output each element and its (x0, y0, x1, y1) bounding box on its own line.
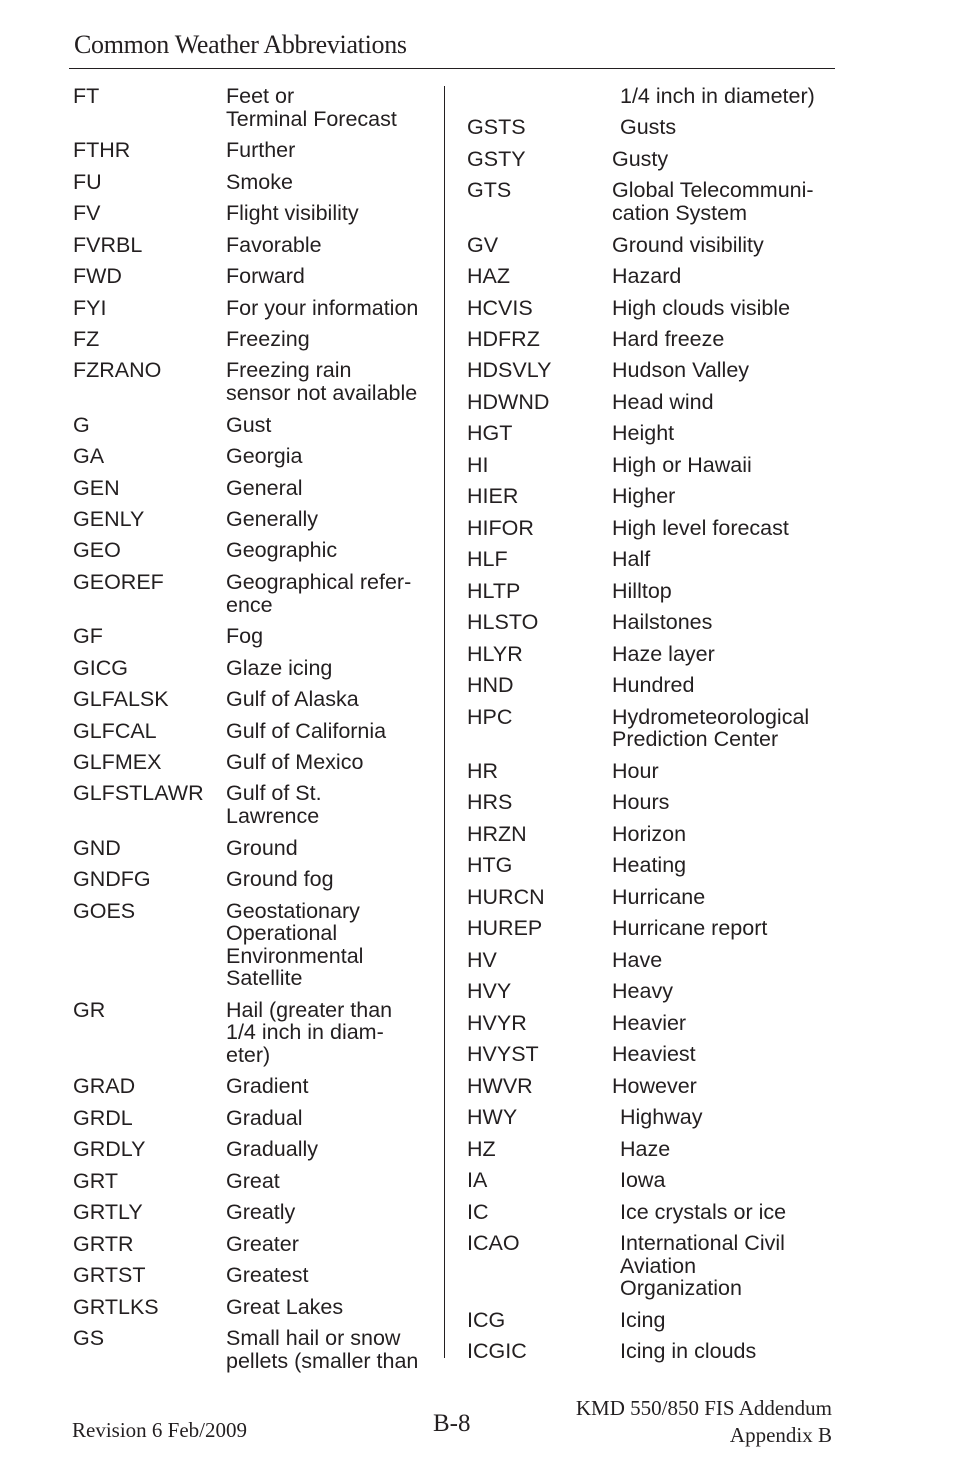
document-title-line: KMD 550/850 FIS Addendum (575, 1396, 832, 1420)
abbreviation-code: GNDFG (73, 867, 151, 892)
abbreviation-definition: Great (226, 1168, 280, 1193)
abbreviation-code: GOES (73, 898, 136, 923)
abbreviation-entry (73, 999, 439, 1076)
abbreviation-definition: Gulf of California (226, 718, 387, 743)
abbreviation-definition: Half (612, 547, 651, 572)
abbreviation-entry (467, 148, 837, 179)
abbreviation-entry (73, 1075, 439, 1106)
abbreviation-code: HPC (467, 704, 513, 729)
abbreviation-code: GICG (73, 655, 128, 680)
abbreviation-code: GV (467, 232, 499, 257)
abbreviation-entry (467, 116, 837, 147)
abbreviation-definition: Hilltop (612, 578, 672, 603)
abbreviation-definition: Hurricane (612, 884, 706, 909)
abbreviation-entry (467, 823, 837, 854)
abbreviation-definition: Heating (612, 853, 687, 878)
abbreviation-code: GRTLY (73, 1200, 143, 1225)
abbreviation-definition: Hazard (612, 264, 682, 289)
abbreviation-entry (467, 1075, 837, 1106)
abbreviation-code: IA (467, 1168, 488, 1193)
abbreviation-definition: Geostationary Operational Environmental Satellite (226, 898, 364, 991)
abbreviation-definition: Gulf of St. Lawrence (226, 781, 322, 829)
abbreviation-entry (467, 422, 837, 453)
right-column (467, 85, 837, 1372)
abbreviation-definition: Gradual (226, 1105, 303, 1130)
abbreviation-code: GSTS (467, 115, 526, 140)
abbreviation-definition: Fog (226, 624, 264, 649)
abbreviation-definition: Haze (620, 1136, 671, 1161)
abbreviation-code: GLFALSK (73, 687, 169, 712)
abbreviation-entry (467, 234, 837, 265)
abbreviation-definition: Hard freeze (612, 326, 725, 351)
abbreviation-definition: Geographical refer- ence (226, 569, 412, 617)
abbreviation-definition: Great Lakes (226, 1294, 344, 1319)
abbreviation-definition: Have (612, 947, 663, 972)
abbreviation-definition: Hours (612, 790, 670, 815)
abbreviation-entry (467, 1043, 837, 1074)
abbreviation-definition: Gusts (620, 115, 677, 140)
abbreviation-definition: General (226, 475, 303, 500)
abbreviation-entry (467, 548, 837, 579)
abbreviation-code: GRTST (73, 1263, 146, 1288)
abbreviation-entry (467, 791, 837, 822)
abbreviation-code: GRDLY (73, 1137, 146, 1162)
abbreviation-code: HVYR (467, 1010, 527, 1035)
abbreviation-definition: Favorable (226, 232, 322, 257)
abbreviation-code: FZRANO (73, 358, 162, 383)
abbreviation-definition: Hail (greater than 1/4 inch in diam- eter) (226, 997, 393, 1067)
abbreviation-definition: Georgia (226, 444, 303, 469)
abbreviation-entry (73, 234, 439, 265)
abbreviation-entry (73, 139, 439, 170)
column-divider (444, 86, 445, 1358)
abbreviation-entry (73, 539, 439, 570)
abbreviation-entry (467, 1232, 837, 1309)
abbreviation-entry (467, 949, 837, 980)
abbreviation-definition: Height (612, 421, 675, 446)
left-column (73, 85, 439, 1381)
abbreviation-definition: Hurricane report (612, 916, 768, 941)
abbreviation-code: GLFSTLAWR (73, 781, 204, 806)
abbreviation-entry (467, 580, 837, 611)
abbreviation-entry (73, 414, 439, 445)
abbreviation-code: FTHR (73, 138, 131, 163)
abbreviation-entry (467, 1138, 837, 1169)
abbreviation-code: HWY (467, 1105, 518, 1130)
abbreviation-entry (467, 1340, 837, 1371)
abbreviation-entry (73, 445, 439, 476)
abbreviation-definition: Freezing (226, 326, 310, 351)
abbreviation-code: HND (467, 673, 514, 698)
abbreviation-code: HURCN (467, 884, 545, 909)
abbreviation-entry (73, 571, 439, 625)
abbreviation-entry (467, 674, 837, 705)
abbreviation-code: GRDL (73, 1105, 133, 1130)
abbreviation-definition: Icing (620, 1307, 666, 1332)
abbreviation-code: GND (73, 835, 121, 860)
abbreviation-entry (73, 1107, 439, 1138)
abbreviation-definition: International Civil Aviation Organization (620, 1231, 785, 1301)
abbreviation-entry (73, 720, 439, 751)
abbreviation-definition: Higher (612, 484, 676, 509)
abbreviation-entry (467, 391, 837, 422)
abbreviation-entry (73, 171, 439, 202)
abbreviation-definition: High level forecast (612, 515, 789, 540)
revision-label: Revision 6 Feb/2009 (72, 1418, 248, 1442)
page-title: Common Weather Abbreviations (74, 30, 407, 59)
abbreviation-definition: Gusty (612, 146, 669, 171)
abbreviation-code: HLSTO (467, 610, 539, 635)
abbreviation-code: HRZN (467, 821, 527, 846)
abbreviation-entry (73, 508, 439, 539)
abbreviation-code: FZ (73, 326, 100, 351)
abbreviation-code: GRAD (73, 1074, 136, 1099)
abbreviation-code: HIFOR (467, 515, 534, 540)
abbreviation-definition: Gradient (226, 1074, 309, 1099)
abbreviation-definition: Hailstones (612, 610, 713, 635)
abbreviation-code: HDSVLY (467, 358, 552, 383)
abbreviation-entry (467, 980, 837, 1011)
abbreviation-code: GTS (467, 178, 512, 203)
abbreviation-entry (73, 297, 439, 328)
abbreviation-definition: Haze layer (612, 641, 715, 666)
abbreviation-definition: Ground visibility (612, 232, 764, 257)
abbreviation-code: HCVIS (467, 295, 533, 320)
abbreviation-definition: Heaviest (612, 1042, 696, 1067)
title-rule (69, 68, 835, 69)
abbreviation-code: HR (467, 758, 499, 783)
abbreviation-code: GEO (73, 538, 121, 563)
abbreviation-definition: Hundred (612, 673, 695, 698)
abbreviation-entry (467, 917, 837, 948)
abbreviation-definition: 1/4 inch in diameter) (620, 84, 815, 108)
abbreviation-entry (467, 328, 837, 359)
abbreviation-definition: Ground fog (226, 867, 334, 892)
abbreviation-entry (73, 900, 439, 999)
abbreviation-code: HZ (467, 1136, 496, 1161)
abbreviation-entry (467, 886, 837, 917)
abbreviation-code: ICAO (467, 1231, 520, 1256)
abbreviation-definition: Horizon (612, 821, 687, 846)
abbreviation-code: ICG (467, 1307, 506, 1332)
abbreviation-entry (73, 1327, 439, 1381)
abbreviation-entry (73, 1138, 439, 1169)
abbreviation-definition: Glaze icing (226, 655, 333, 680)
abbreviation-code: ICGIC (467, 1339, 527, 1364)
abbreviation-definition: Ground (226, 835, 298, 860)
abbreviation-code: HAZ (467, 264, 510, 289)
abbreviation-code: FVRBL (73, 232, 143, 257)
abbreviation-code: HGT (467, 421, 513, 446)
abbreviation-definition: High or Hawaii (612, 452, 752, 477)
abbreviation-definition: Gulf of Mexico (226, 749, 364, 774)
abbreviation-definition: Hour (612, 758, 659, 783)
abbreviation-entry (73, 868, 439, 899)
abbreviation-entry (73, 657, 439, 688)
abbreviation-definition: Greatly (226, 1200, 296, 1225)
abbreviation-definition: Geographic (226, 538, 338, 563)
abbreviation-definition: Heavy (612, 979, 673, 1004)
abbreviation-code (467, 85, 612, 108)
abbreviation-definition: Gust (226, 412, 272, 437)
abbreviation-code: HUREP (467, 916, 543, 941)
abbreviation-definition: Ice crystals or ice (620, 1199, 787, 1224)
abbreviation-definition: Icing in clouds (620, 1339, 757, 1364)
page-number: B-8 (433, 1410, 471, 1437)
abbreviation-code: GRT (73, 1168, 118, 1193)
abbreviation-definition: Iowa (620, 1168, 666, 1193)
abbreviation-entry (467, 85, 837, 116)
abbreviation-definition: Flight visibility (226, 201, 359, 226)
abbreviation-code: FV (73, 201, 101, 226)
abbreviation-entry (467, 1309, 837, 1340)
abbreviation-entry (73, 751, 439, 782)
abbreviation-entry (73, 328, 439, 359)
abbreviation-definition: High clouds visible (612, 295, 791, 320)
abbreviation-entry (467, 179, 837, 233)
abbreviation-code: HV (467, 947, 497, 972)
abbreviation-entry (467, 359, 837, 390)
abbreviation-entry (73, 837, 439, 868)
abbreviation-code: FT (73, 84, 100, 108)
abbreviation-definition: Hydrometeorological Prediction Center (612, 704, 810, 752)
abbreviation-entry (467, 1169, 837, 1200)
abbreviation-entry (73, 1264, 439, 1295)
abbreviation-definition: Greater (226, 1231, 299, 1256)
abbreviation-code: HVYST (467, 1042, 539, 1067)
abbreviation-definition: Small hail or snow pellets (smaller than (226, 1326, 419, 1373)
abbreviation-definition: Global Telecommuni- cation System (612, 178, 814, 226)
abbreviation-entry (467, 297, 837, 328)
abbreviation-entry (73, 1170, 439, 1201)
abbreviation-code: GA (73, 444, 105, 469)
abbreviation-code: HDWND (467, 389, 550, 414)
abbreviation-entry (73, 688, 439, 719)
abbreviation-definition: Head wind (612, 389, 714, 414)
abbreviation-definition: Highway (620, 1105, 703, 1130)
abbreviation-definition: Freezing rain sensor not available (226, 358, 418, 406)
abbreviation-code: IC (467, 1199, 489, 1224)
abbreviation-code: GLFCAL (73, 718, 157, 743)
abbreviation-definition: Generally (226, 507, 319, 531)
abbreviation-code: G (73, 412, 90, 437)
abbreviation-entry (73, 359, 439, 413)
abbreviation-code: GF (73, 624, 103, 649)
appendix-label: Appendix B (729, 1423, 832, 1447)
abbreviation-code: GEN (73, 475, 120, 500)
abbreviation-entry (467, 643, 837, 674)
abbreviation-definition: Gulf of Alaska (226, 687, 359, 712)
abbreviation-code: GRTLKS (73, 1294, 159, 1319)
abbreviation-entry (73, 265, 439, 296)
abbreviation-entry (467, 265, 837, 296)
abbreviation-code: FWD (73, 264, 122, 289)
abbreviation-code: FU (73, 169, 102, 194)
abbreviation-definition: Smoke (226, 169, 293, 194)
abbreviation-code: HTG (467, 853, 513, 878)
abbreviation-definition: However (612, 1073, 697, 1098)
abbreviation-code: HDFRZ (467, 326, 540, 351)
abbreviation-code: HVY (467, 979, 512, 1004)
abbreviation-entry (73, 1296, 439, 1327)
abbreviation-entry (73, 202, 439, 233)
abbreviation-entry (73, 1233, 439, 1264)
abbreviation-code: GS (73, 1326, 105, 1351)
abbreviation-code: GR (73, 997, 106, 1022)
abbreviation-entry (73, 625, 439, 656)
abbreviation-entry (467, 1012, 837, 1043)
abbreviation-code: GSTY (467, 146, 526, 171)
abbreviation-entry (467, 454, 837, 485)
abbreviation-code: HI (467, 452, 489, 477)
abbreviation-entry (467, 517, 837, 548)
abbreviation-definition: Forward (226, 264, 305, 289)
abbreviation-entry (73, 1201, 439, 1232)
abbreviation-code: GRTR (73, 1231, 134, 1256)
abbreviation-code: HLTP (467, 578, 521, 603)
abbreviation-definition: Further (226, 138, 296, 163)
abbreviation-code: HLYR (467, 641, 523, 666)
abbreviation-entry (467, 854, 837, 885)
abbreviation-code: HLF (467, 547, 508, 572)
abbreviation-code: HRS (467, 790, 513, 815)
abbreviation-definition: Hudson Valley (612, 358, 750, 383)
abbreviation-entry (467, 1106, 837, 1137)
abbreviation-entry (467, 485, 837, 516)
abbreviation-entry (73, 85, 439, 139)
abbreviation-entry (467, 1201, 837, 1232)
abbreviation-entry (73, 782, 439, 836)
abbreviation-definition: Greatest (226, 1263, 309, 1288)
document-title (576, 1395, 832, 1449)
abbreviation-code: HIER (467, 484, 519, 509)
abbreviation-definition: Feet or Terminal Forecast (226, 84, 397, 131)
abbreviation-entry (73, 477, 439, 508)
abbreviation-definition: For your information (226, 295, 419, 320)
abbreviation-code: GENLY (73, 507, 145, 531)
abbreviation-definition: Heavier (612, 1010, 687, 1035)
abbreviation-definition: Gradually (226, 1137, 319, 1162)
abbreviation-code: FYI (73, 295, 107, 320)
abbreviation-entry (467, 706, 837, 760)
abbreviation-code: GEOREF (73, 569, 164, 594)
abbreviation-code: HWVR (467, 1073, 533, 1098)
abbreviation-code: GLFMEX (73, 749, 162, 774)
abbreviation-entry (467, 611, 837, 642)
abbreviation-entry (467, 760, 837, 791)
